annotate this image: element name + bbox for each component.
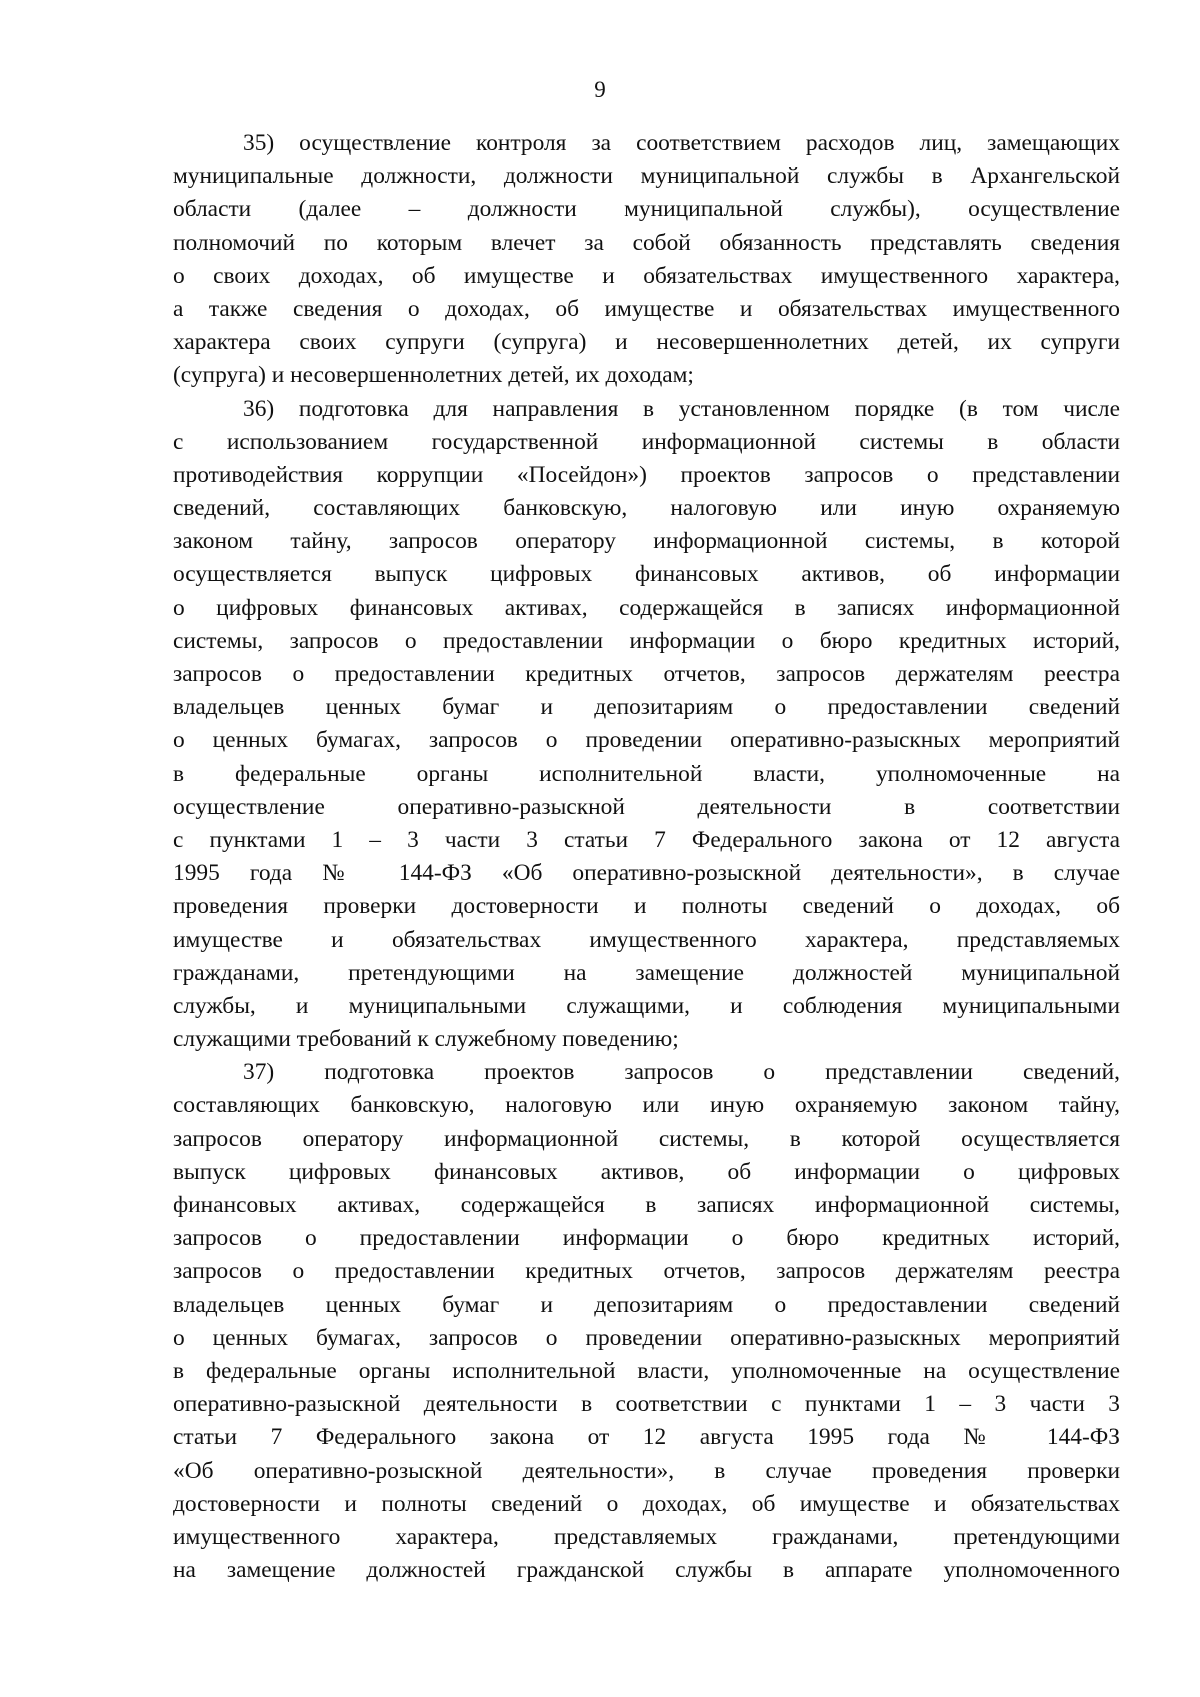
text-line: имуществе и обязательствах имущественного характера, представляемых: [173, 926, 1120, 953]
text-line: сведений, составляющих банковскую, налоговую или иную охраняемую: [173, 495, 1120, 522]
text-line: проведения проверки достоверности и полноты сведений о доходах, об: [173, 893, 1120, 920]
text-line: характера своих супруги (супруга) и несовершеннолетних детей, их супруги: [173, 329, 1120, 356]
text-line: законом тайну, запросов оператору информационной системы, в которой: [173, 528, 1120, 555]
text-line: с пунктами 1 – 3 части 3 статьи 7 Федерального закона от 12 августа: [173, 826, 1120, 853]
text-line: запросов о предоставлении кредитных отчетов, запросов держателям реестра: [173, 661, 1120, 687]
text-line: статьи 7 Федерального закона от 12 августа 1995 года № 144-ФЗ: [173, 1424, 1120, 1451]
text-line: области (далее – должности муниципальной службы), осуществление: [173, 196, 1120, 223]
text-line: запросов о предоставлении кредитных отчетов, запросов держателям реестра: [173, 1258, 1120, 1285]
text-line: осуществляется выпуск цифровых финансовых активов, об информации: [173, 561, 1120, 588]
text-line: гражданами, претендующими на замещение должностей муниципальной: [173, 959, 1120, 986]
text-line: полномочий по которым влечет за собой обязанность представлять сведения: [173, 229, 1120, 256]
text-line: на замещение должностей гражданской службы в аппарате уполномоченного: [173, 1557, 1120, 1584]
text-line: с использованием государственной информационной системы в области: [173, 428, 1120, 455]
text-line: 35) осуществление контроля за соответствием расходов лиц, замещающих: [243, 130, 1120, 156]
text-line: в федеральные органы исполнительной власти, уполномоченные на: [173, 760, 1120, 787]
text-line: имущественного характера, представляемых гражданами, претендующими: [173, 1523, 1120, 1550]
list-item-35: [173, 127, 1120, 393]
text-line: муниципальные должности, должности муниципальной службы в Архангельской: [173, 163, 1120, 190]
text-line: о цифровых финансовых активах, содержащейся в записях информационной: [173, 594, 1120, 621]
text-line: в федеральные органы исполнительной власти, уполномоченные на осуществление: [173, 1357, 1120, 1384]
text-line: службы, и муниципальными служащими, и соблюдения муниципальными: [173, 992, 1120, 1019]
text-line: владельцев ценных бумаг и депозитариям о предоставлении сведений: [173, 694, 1120, 721]
text-line: запросов о предоставлении информации о бюро кредитных историй,: [173, 1225, 1120, 1252]
list-item-37: [173, 1056, 1120, 1587]
text-line: 36) подготовка для направления в установленном порядке (в том числе: [243, 395, 1120, 422]
text-line: служащими требований к служебному поведению;: [173, 1026, 679, 1053]
text-line: оперативно-разыскной деятельности в соответствии с пунктами 1 – 3 части 3: [173, 1391, 1120, 1418]
text-line: о ценных бумагах, запросов о проведении оперативно-разыскных мероприятий: [173, 1324, 1120, 1351]
text-line: 1995 года № 144-ФЗ «Об оперативно-розыскной деятельности», в случае: [173, 860, 1120, 887]
text-line: 37) подготовка проектов запросов о представлении сведений,: [243, 1059, 1120, 1086]
text-line: о ценных бумагах, запросов о проведении оперативно-разыскных мероприятий: [173, 727, 1120, 754]
text-line: «Об оперативно-розыскной деятельности», в случае проведения проверки: [173, 1457, 1120, 1484]
page-number: 9: [594, 77, 606, 102]
text-line: выпуск цифровых финансовых активов, об информации о цифровых: [173, 1158, 1120, 1185]
text-line: осуществление оперативно-разыскной деятельности в соответствии: [173, 793, 1120, 820]
text-line: владельцев ценных бумаг и депозитариям о предоставлении сведений: [173, 1291, 1120, 1318]
text-line: составляющих банковскую, налоговую или иную охраняемую законом тайну,: [173, 1092, 1120, 1119]
text-line: системы, запросов о предоставлении информации о бюро кредитных историй,: [173, 627, 1120, 654]
text-line: о своих доходах, об имуществе и обязательствах имущественного характера,: [173, 262, 1120, 289]
list-item-36: [173, 393, 1120, 1057]
text-line: запросов оператору информационной системы, в которой осуществляется: [173, 1125, 1120, 1152]
document-body: [173, 127, 1120, 1587]
text-line: противодействия коррупции «Посейдон») проектов запросов о представлении: [173, 461, 1120, 488]
text-line: достоверности и полноты сведений о доходах, об имуществе и обязательствах: [173, 1490, 1120, 1517]
text-line: а также сведения о доходах, об имуществе и обязательствах имущественного: [173, 295, 1120, 322]
text-line: финансовых активах, содержащейся в записях информационной системы,: [173, 1192, 1120, 1218]
text-line: (супруга) и несовершеннолетних детей, их доходам;: [173, 362, 694, 389]
